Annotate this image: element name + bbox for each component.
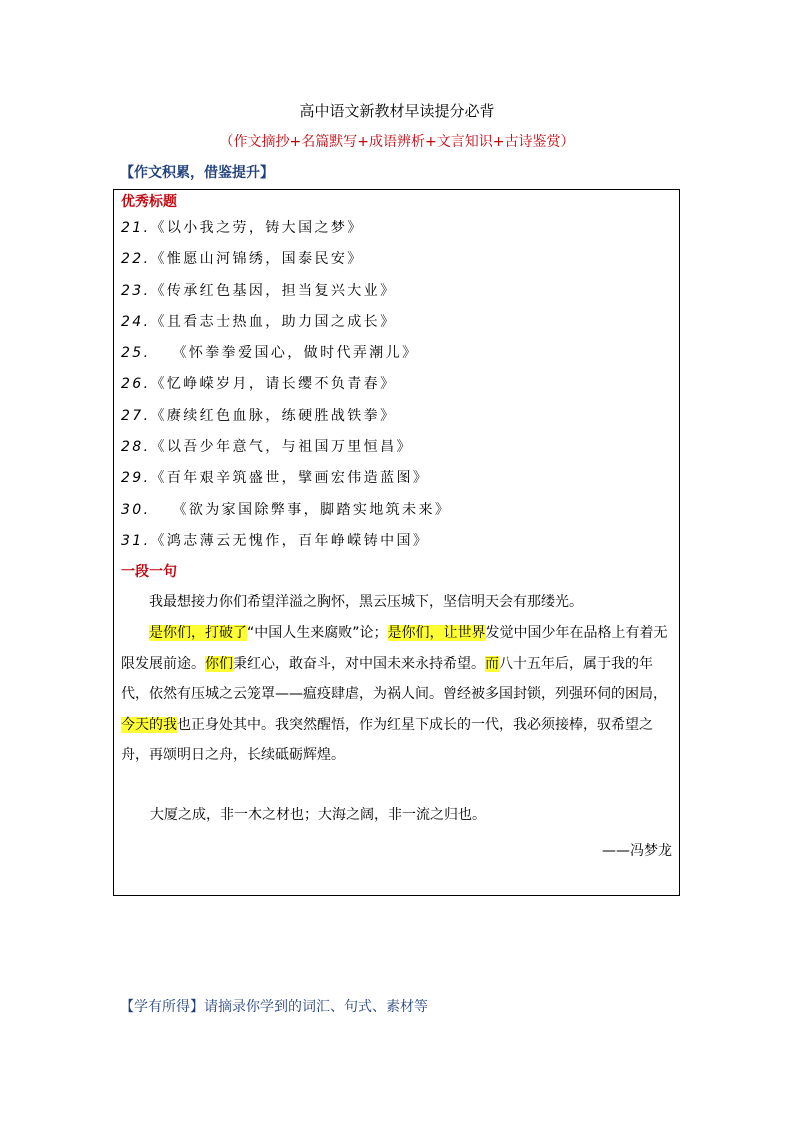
item-text: 《且看志士热血，助力国之成长》 <box>150 313 397 330</box>
item-text: 《以吾少年意气，与祖国万里恒昌》 <box>150 439 413 456</box>
item-number: 21. <box>121 220 151 236</box>
list-item <box>121 373 451 404</box>
item-text: 《鸿志薄云无愧作，百年峥嵘铸中国》 <box>150 532 430 549</box>
item-text: 《怀拳拳爱国心，做时代弄潮儿》 <box>172 345 419 362</box>
learn-heading: 【学有所得】请摘录你学到的词汇、句式、素材等 <box>120 999 428 1015</box>
item-text: 《赓续红色血脉，练硬胜战铁拳》 <box>150 407 397 424</box>
item-number: 30. <box>121 501 151 518</box>
passage-paragraph-1: 我最想接力你们希望洋溢之胸怀，黑云压城下，坚信明天会有那缕光。 <box>149 594 583 610</box>
list-item <box>121 467 451 498</box>
highlight: 而 <box>485 655 499 672</box>
item-text: 《惟愿山河锦绣，国泰民安》 <box>150 251 364 268</box>
quote-author: ——冯梦龙 <box>602 843 672 859</box>
item-number: 22. <box>121 251 151 268</box>
item-text: 《传承红色基因，担当复兴大业》 <box>150 282 397 299</box>
highlight: 今天的我 <box>121 716 177 733</box>
section-heading: 【作文积累，借鉴提升】 <box>120 165 274 181</box>
highlight: 是你们，打破了 <box>149 625 247 641</box>
item-text: 《欲为家国除弊事，脚踏实地筑未来》 <box>172 501 452 518</box>
item-number: 31. <box>121 532 151 549</box>
highlight: 你们 <box>205 655 233 672</box>
list-item <box>121 311 451 342</box>
item-number: 25. <box>121 345 151 362</box>
passage-text: 也正身处其中。我突然醒悟，作为红星下成长的一代，我必须接棒，驭希望之舟，再颂明日之舟，长续砥砺辉煌。 <box>121 716 653 763</box>
item-text: 《百年艰辛筑盛世，擘画宏伟造蓝图》 <box>150 470 430 487</box>
item-number: 28. <box>121 439 151 456</box>
list-item <box>121 248 451 279</box>
titles-label: 优秀标题 <box>121 194 177 210</box>
item-number: 27. <box>121 407 151 424</box>
highlight: 是你们，让世界 <box>387 625 486 641</box>
item-number: 23. <box>121 282 151 299</box>
passage-label: 一段一句 <box>121 564 177 580</box>
list-item <box>121 499 451 530</box>
item-number: 29. <box>121 470 151 487</box>
list-item <box>121 436 451 467</box>
page-subtitle: （作文摘抄+名篇默写+成语辨析+文言知识+古诗鉴赏） <box>219 134 575 150</box>
item-number: 26. <box>121 376 151 393</box>
titles-list <box>121 217 451 561</box>
passage-text: “中国人生来腐败”论； <box>247 625 388 641</box>
list-item <box>121 280 451 311</box>
passage-text: 八十五年后，属于我的年代，依然有压城之云笼罩——瘟疫肆虐，为祸人间。曾经被多国封锁，列强环伺的困局， <box>121 655 667 702</box>
list-item <box>121 342 451 373</box>
list-item <box>121 217 451 248</box>
list-item <box>121 405 451 436</box>
item-number: 24. <box>121 313 151 330</box>
list-item <box>121 530 451 561</box>
quote-text: 大厦之成，非一木之材也；大海之阔，非一流之归也。 <box>150 807 486 823</box>
passage-paragraph-2 <box>121 618 673 771</box>
passage-text: 发觉中国少年在品格上有着无限发展前途。 <box>121 625 668 672</box>
item-text: 《忆峥嵘岁月，请长缨不负青春》 <box>150 376 397 393</box>
page-title: 高中语文新教材早读提分必背 <box>299 102 495 120</box>
passage-text: 秉红心，敢奋斗，对中国未来永持希望。 <box>233 655 485 672</box>
content-box <box>113 189 680 896</box>
item-text: 《以小我之劳，铸大国之梦》 <box>150 220 364 236</box>
